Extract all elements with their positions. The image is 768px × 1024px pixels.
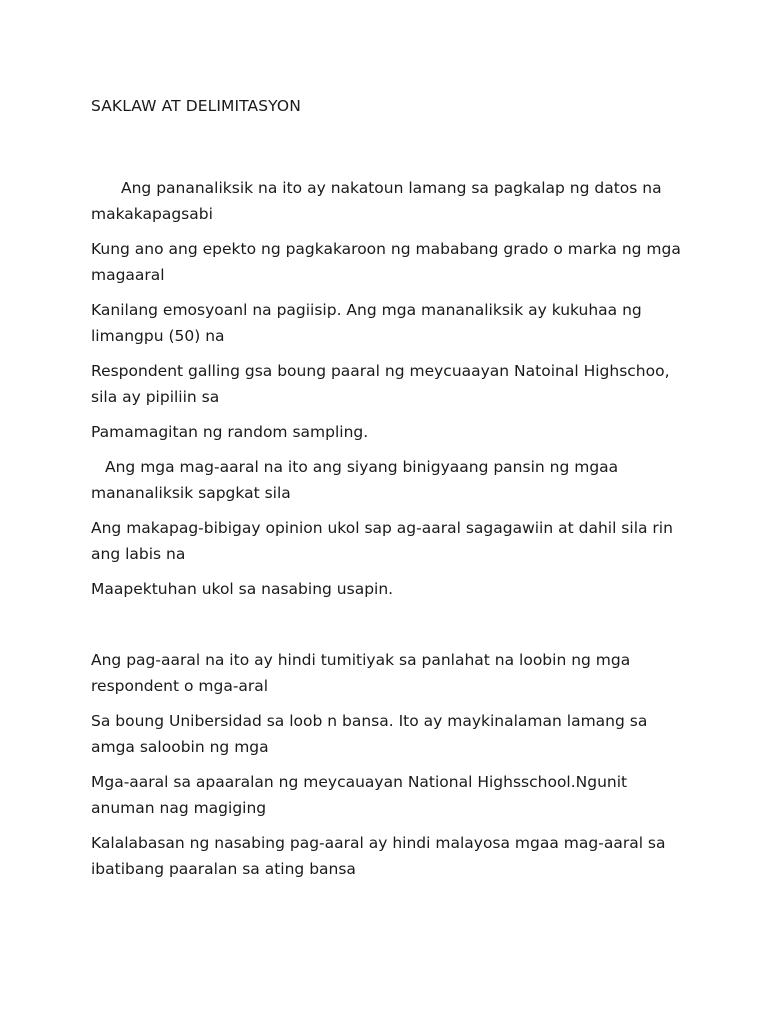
document-title: SAKLAW AT DELIMITASYON (91, 97, 301, 115)
paragraph: Ang mga mag-aaral na ito ang siyang binigyaang pansin ng mgaa mananaliksik sapgkat sila (91, 458, 619, 502)
paragraph: Ang pananaliksik na ito ay nakatoun lamang sa pagkalap ng datos na makakapagsabi (91, 179, 662, 223)
paragraph: Maapektuhan ukol sa nasabing usapin. (91, 580, 394, 598)
paragraph: Kanilang emosyoanl na pagiisip. Ang mga mananaliksik ay kukuhaa ng limangpu (50) na (91, 301, 642, 345)
paragraph: Kung ano ang epekto ng pagkakaroon ng mababang grado o marka ng mga magaaral (91, 240, 681, 284)
paragraph: Ang makapag-bibigay opinion ukol sap ag-aaral sagagawiin at dahil sila rin ang labis na (91, 519, 673, 563)
paragraph: Sa boung Unibersidad sa loob n bansa. Ito ay maykinalaman lamang sa amga saloobin ng mga (91, 712, 648, 756)
document-body (91, 94, 691, 882)
paragraph: Pamamagitan ng random sampling. (91, 423, 369, 441)
paragraph: Ang pag-aaral na ito ay hindi tumitiyak sa panlahat na loobin ng mga respondent o mga-aral (91, 651, 631, 695)
paragraph: Kalalabasan ng nasabing pag-aaral ay hindi malayosa mgaa mag-aaral sa ibatibang paaralan sa ating bansa (91, 834, 666, 878)
paragraph: Respondent galling gsa boung paaral ng meycuaayan Natoinal Highschoo, sila ay pipiliin sa (91, 362, 670, 406)
paragraph: Mga-aaral sa apaaralan ng meycauayan National Highsschool.Ngunit anuman nag magiging (91, 773, 628, 817)
